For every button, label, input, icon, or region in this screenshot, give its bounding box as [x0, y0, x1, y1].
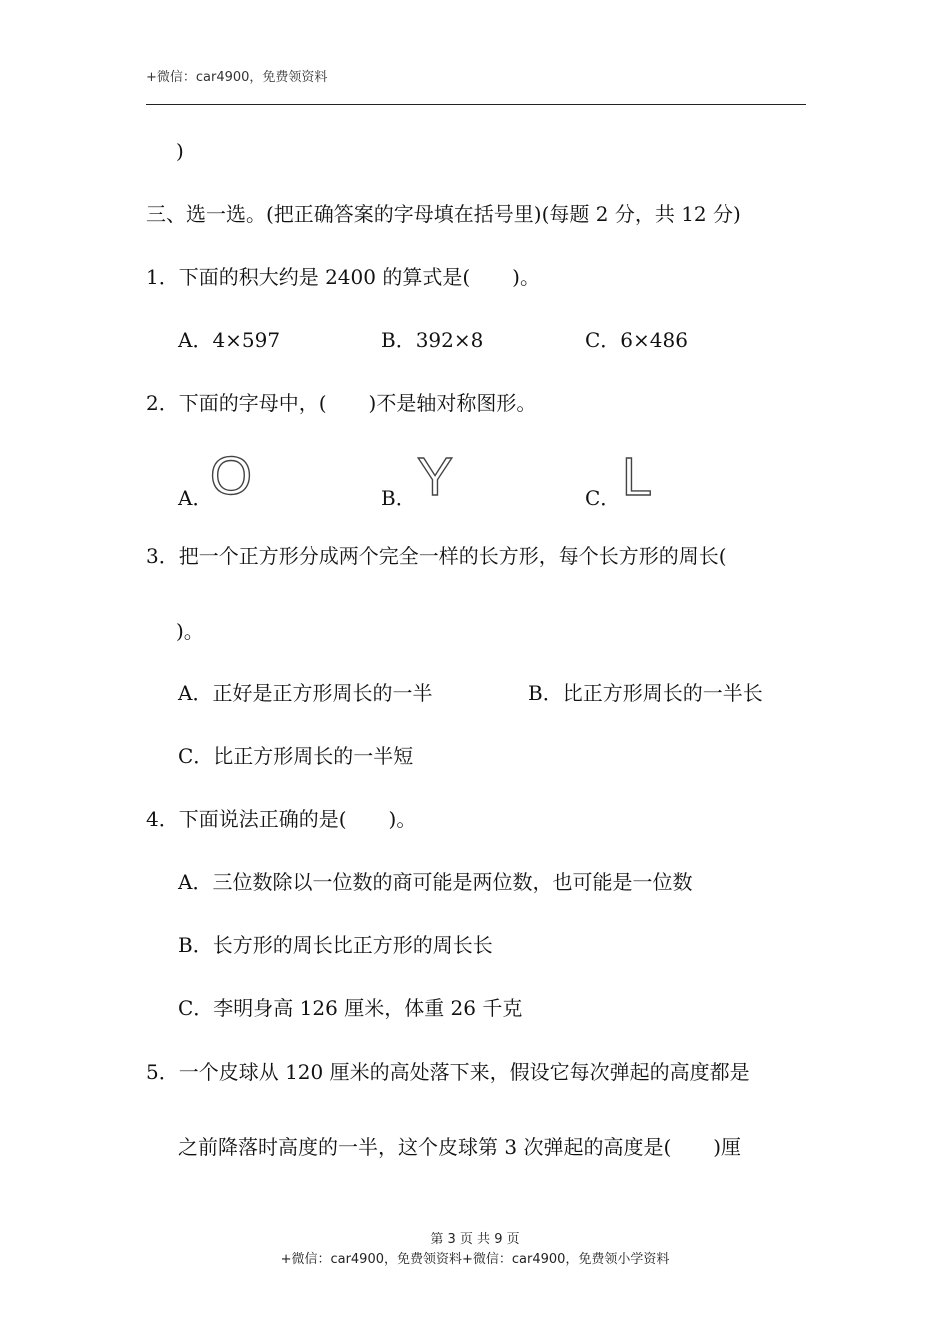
- carryover-paren: ): [176, 139, 184, 163]
- question-1-stem-end: )。: [512, 265, 540, 289]
- question-5-stem-line-1: 5．一个皮球从 120 厘米的高处落下来，假设它每次弹起的高度都是: [146, 1060, 750, 1084]
- footer-note: +微信：car4900，免费领资料+微信：car4900，免费领小学资料: [280, 1252, 670, 1267]
- question-3-option-a: A．正好是正方形周长的一半: [178, 681, 433, 705]
- header-divider: [146, 104, 806, 105]
- question-1-option-a: A．4×597: [178, 328, 281, 352]
- letter-l-outline: L: [622, 447, 653, 507]
- question-2-stem-end: )不是轴对称图形。: [368, 391, 537, 415]
- question-1-option-c: C．6×486: [585, 328, 688, 352]
- question-2-option-c-label: C．: [585, 486, 621, 510]
- letter-y-outline: Y: [416, 447, 454, 507]
- question-1-stem-start: 1．下面的积大约是 2400 的算式是(: [146, 265, 471, 289]
- question-4-stem-end: )。: [388, 807, 417, 831]
- page-number: 第 3 页 共 9 页: [430, 1232, 520, 1247]
- question-5-stem-end: )厘: [713, 1135, 742, 1159]
- question-4-option-c: C．李明身高 126 厘米，体重 26 千克: [178, 996, 523, 1020]
- question-2-stem-start: 2．下面的字母中，(: [146, 391, 327, 415]
- question-4-stem-start: 4．下面说法正确的是(: [146, 807, 347, 831]
- outline-letter-l-figure: [621, 447, 655, 507]
- question-2-stem: [146, 390, 536, 416]
- question-5-stem-line-2: [178, 1134, 741, 1160]
- question-4-stem: [146, 806, 416, 832]
- question-4-option-a: A．三位数除以一位数的商可能是两位数，也可能是一位数: [178, 870, 693, 894]
- outline-letter-o-figure: [209, 446, 253, 506]
- question-1-option-b: B．392×8: [381, 328, 484, 352]
- question-2-option-b-label: B．: [381, 486, 416, 510]
- question-4-option-b: B．长方形的周长比正方形的周长长: [178, 933, 493, 957]
- letter-o-outline: O: [209, 446, 253, 506]
- question-5-stem-start: 之前降落时高度的一半，这个皮球第 3 次弹起的高度是(: [178, 1135, 672, 1159]
- question-1-stem: [146, 264, 540, 290]
- page-header: +微信：car4900，免费领资料: [146, 70, 328, 85]
- question-2-option-a-label: A．: [178, 486, 213, 510]
- question-3-stem: 3．把一个正方形分成两个完全一样的长方形，每个长方形的周长(: [146, 544, 727, 568]
- question-3-option-b: B．比正方形周长的一半长: [528, 681, 763, 705]
- question-3-stem-end: )。: [176, 619, 204, 643]
- section-title: 三、选一选。(把正确答案的字母填在括号里)(每题 2 分，共 12 分): [146, 202, 741, 226]
- question-3-option-c: C．比正方形周长的一半短: [178, 744, 414, 768]
- outline-letter-y-figure: [416, 447, 454, 507]
